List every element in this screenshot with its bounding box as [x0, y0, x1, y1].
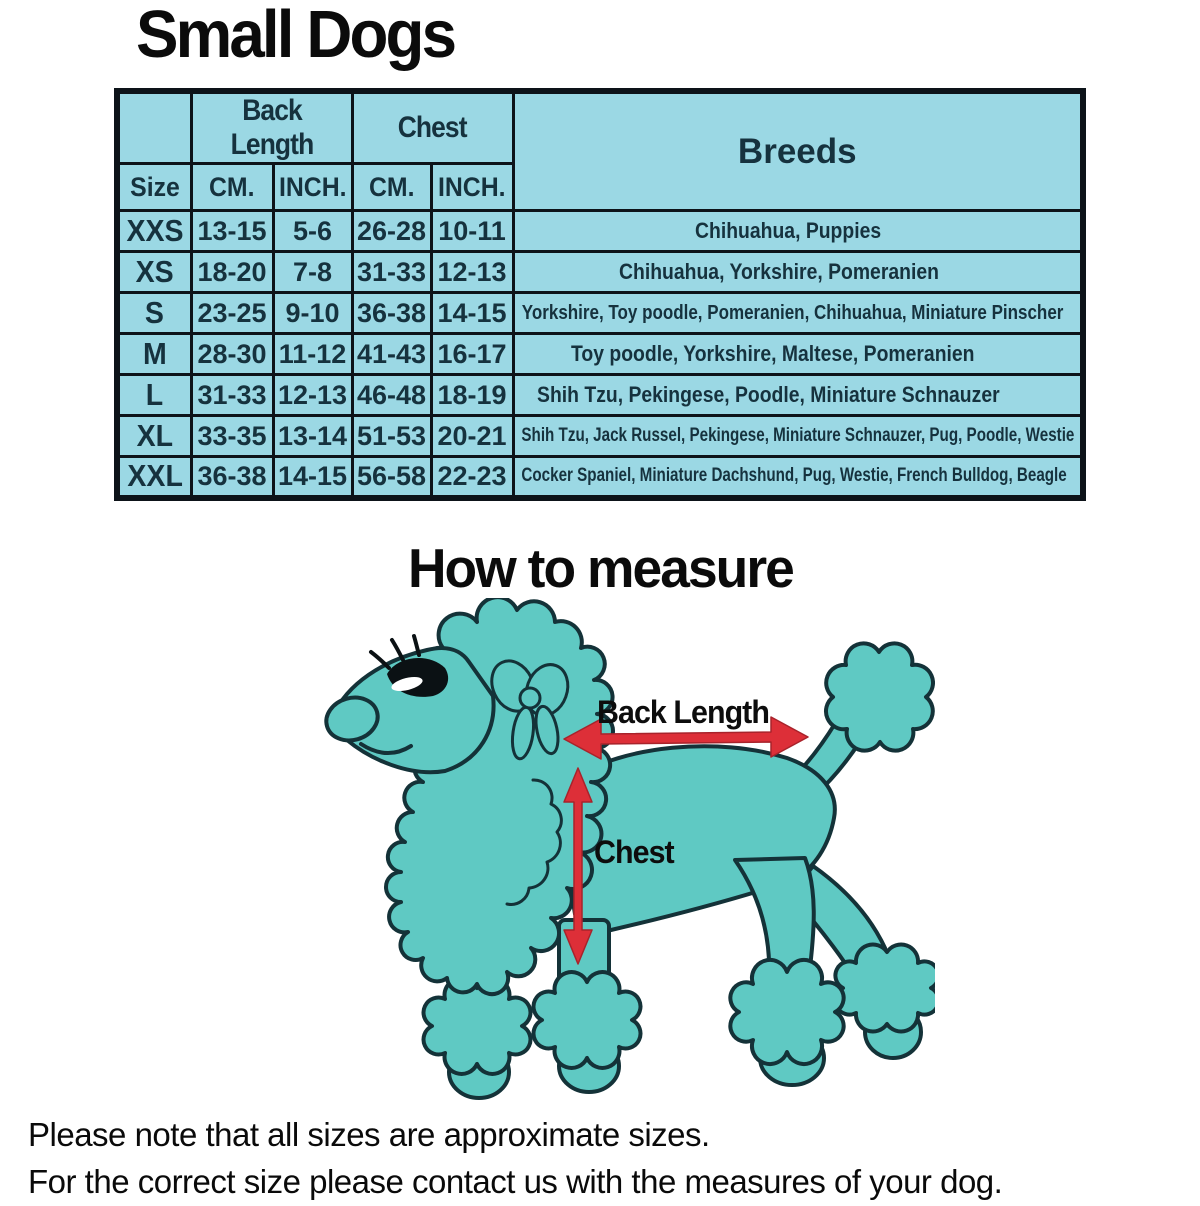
back-inch-cell: 13-14 — [273, 416, 352, 457]
chest-inch-header: INCH. — [431, 164, 513, 211]
size-disclaimer — [28, 1112, 1193, 1206]
table-row-m — [117, 334, 1083, 375]
chest-inch-cell: 22-23 — [431, 457, 513, 498]
chest-arrow-label: Chest — [594, 834, 674, 870]
back-cm-cell: 36-38 — [191, 457, 273, 498]
chest-inch-cell: 14-15 — [431, 293, 513, 334]
poodle-front-boot-b — [534, 972, 641, 1068]
chest-inch-cell: 18-19 — [431, 375, 513, 416]
back-cm-cell: 23-25 — [191, 293, 273, 334]
breeds-cell: Toy poodle, Yorkshire, Maltese, Pomeranien — [513, 334, 1083, 375]
disclaimer-line-2: For the correct size please contact us with the measures of your dog. — [28, 1162, 1003, 1200]
back-cm-cell: 33-35 — [191, 416, 273, 457]
back-length-header: Back Length — [191, 91, 352, 164]
table-row-l — [117, 375, 1083, 416]
disclaimer-line-1: Please note that all sizes are approximate sizes. — [28, 1116, 710, 1153]
chest-inch-cell: 16-17 — [431, 334, 513, 375]
table-header-row-groups — [117, 91, 1083, 164]
breeds-cell: Shih Tzu, Jack Russel, Pekingese, Miniature Schnauzer, Pug, Poodle, Westie — [513, 416, 1083, 457]
back-inch-header: INCH. — [273, 164, 352, 211]
back-cm-cell: 28-30 — [191, 334, 273, 375]
chest-cm-cell: 51-53 — [352, 416, 431, 457]
measure-title: How to measure — [407, 537, 793, 599]
size-chart-table — [114, 88, 1086, 501]
back-inch-cell: 7-8 — [273, 252, 352, 293]
measure-section — [0, 536, 1200, 600]
back-inch-cell: 11-12 — [273, 334, 352, 375]
size-cell: XXS — [117, 211, 191, 252]
back-cm-cell: 31-33 — [191, 375, 273, 416]
chest-inch-cell: 10-11 — [431, 211, 513, 252]
back-cm-cell: 13-15 — [191, 211, 273, 252]
poodle-rear-near-boot — [730, 960, 843, 1064]
size-cell: L — [117, 375, 191, 416]
chest-cm-cell: 41-43 — [352, 334, 431, 375]
table-row-xxl — [117, 457, 1083, 498]
chest-cm-cell: 36-38 — [352, 293, 431, 334]
size-cell: XL — [117, 416, 191, 457]
chest-header: Chest — [352, 91, 513, 164]
breeds-cell: Chihuahua, Puppies — [513, 211, 1083, 252]
back-inch-cell: 5-6 — [273, 211, 352, 252]
back-cm-cell: 18-20 — [191, 252, 273, 293]
breeds-cell: Chihuahua, Yorkshire, Pomeranien — [513, 252, 1083, 293]
chest-inch-cell: 20-21 — [431, 416, 513, 457]
size-cell: XXL — [117, 457, 191, 498]
table-row-xxs — [117, 211, 1083, 252]
chest-cm-cell: 46-48 — [352, 375, 431, 416]
size-header: Size — [117, 164, 191, 211]
size-cell: XS — [117, 252, 191, 293]
corner-cell — [117, 91, 191, 164]
back-inch-cell: 9-10 — [273, 293, 352, 334]
back-length-arrow-label: Back Length — [597, 694, 769, 730]
page-title: Small Dogs — [136, 0, 455, 72]
back-cm-header: CM. — [191, 164, 273, 211]
breeds-cell: Yorkshire, Toy poodle, Pomeranien, Chihuahua, Miniature Pinscher — [513, 293, 1083, 334]
chest-cm-cell: 31-33 — [352, 252, 431, 293]
chest-cm-cell: 56-58 — [352, 457, 431, 498]
table-row-xs — [117, 252, 1083, 293]
back-inch-cell: 14-15 — [273, 457, 352, 498]
poodle-front-boot-a — [424, 978, 531, 1074]
chest-inch-cell: 12-13 — [431, 252, 513, 293]
chest-cm-cell: 26-28 — [352, 211, 431, 252]
chest-cm-header: CM. — [352, 164, 431, 211]
size-cell: M — [117, 334, 191, 375]
table-row-s — [117, 293, 1083, 334]
table-row-xl — [117, 416, 1083, 457]
size-cell: S — [117, 293, 191, 334]
breeds-cell: Shih Tzu, Pekingese, Poodle, Miniature Schnauzer — [513, 375, 1083, 416]
breeds-header: Breeds — [513, 91, 1083, 211]
back-inch-cell: 12-13 — [273, 375, 352, 416]
breeds-cell: Cocker Spaniel, Miniature Dachshund, Pug, Westie, French Bulldog, Beagle — [513, 457, 1083, 498]
